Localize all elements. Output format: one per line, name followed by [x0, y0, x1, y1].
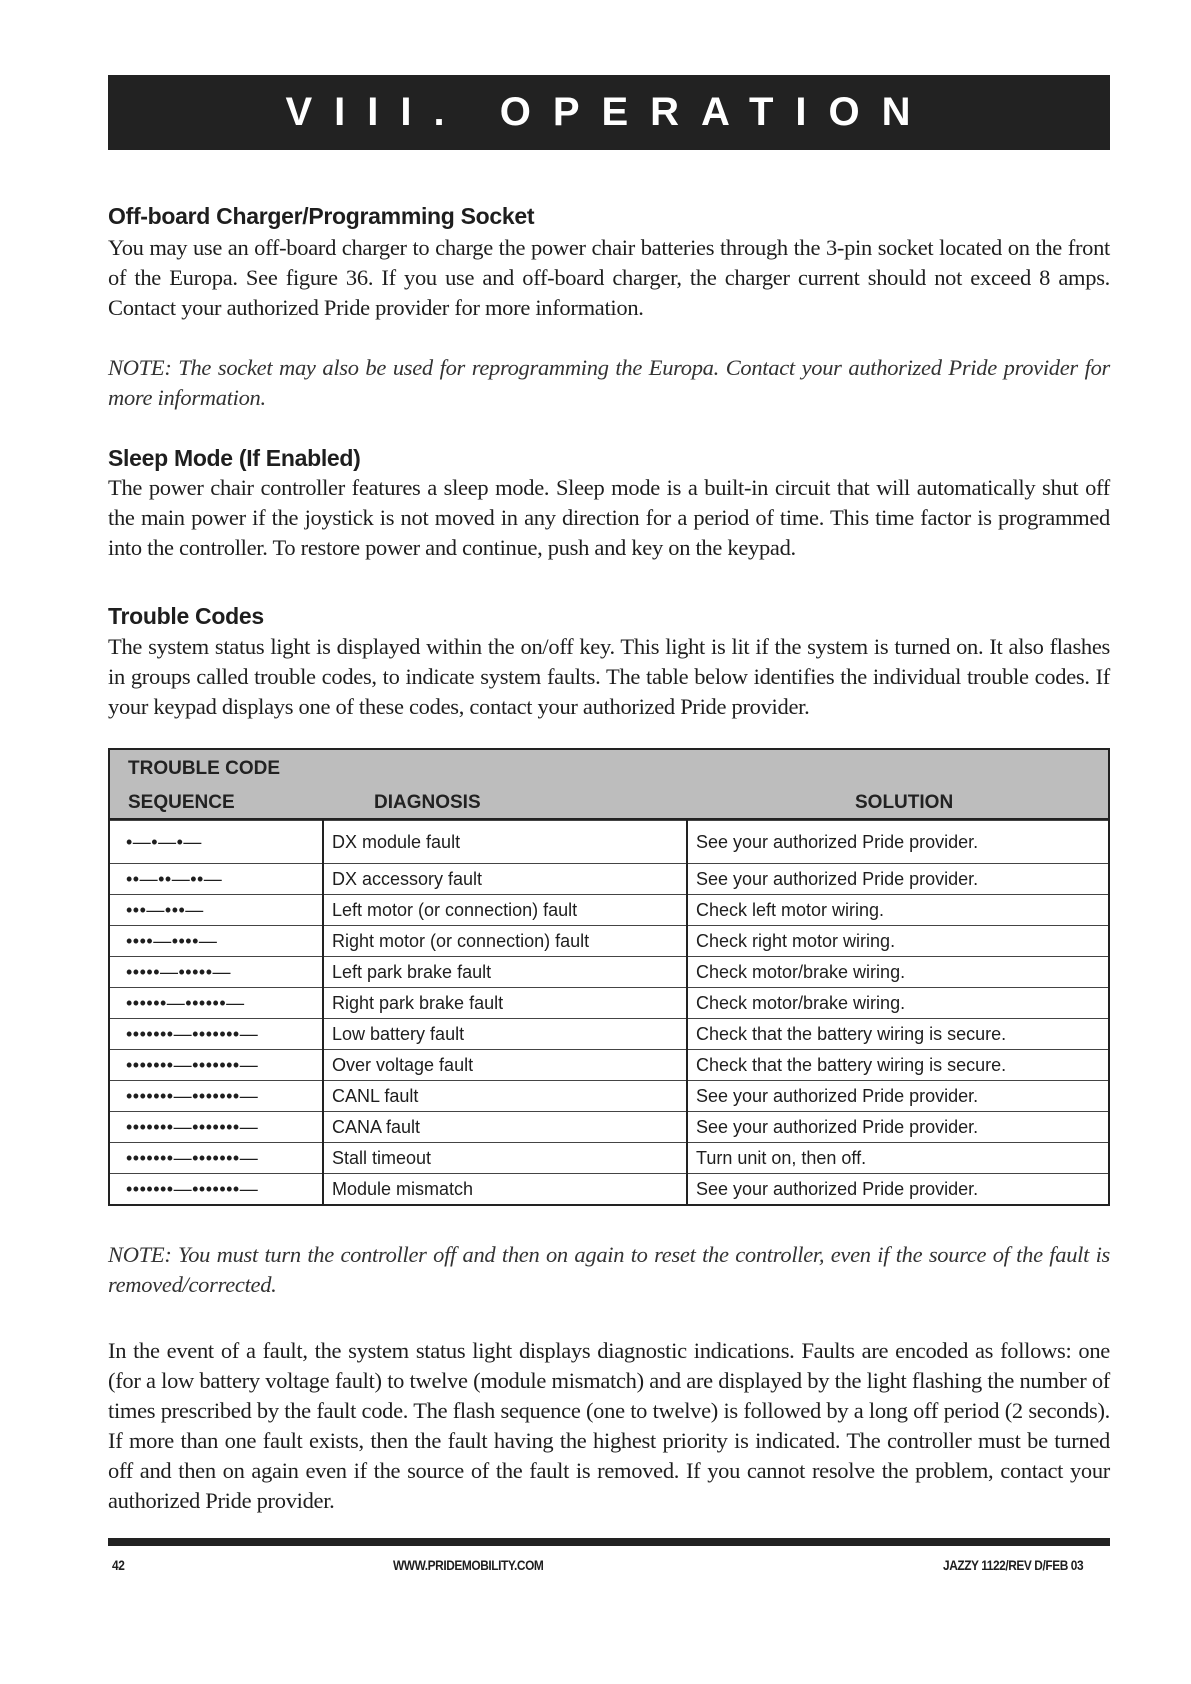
table-row [109, 957, 1109, 988]
diagnosis-cell: DX module fault [323, 821, 687, 864]
solution-cell: Check motor/brake wiring. [687, 957, 1109, 988]
solution-cell: See your authorized Pride provider. [687, 864, 1109, 895]
page-number: 42 [112, 1557, 125, 1573]
sequence-cell: •••••••—•••••••— [109, 1050, 323, 1081]
solution-cell: See your authorized Pride provider. [687, 821, 1109, 864]
charger-heading: Off-board Charger/Programming Socket [108, 203, 535, 229]
table-row [109, 895, 1109, 926]
sequence-cell: ••—••—••— [109, 864, 323, 895]
sleep-heading: Sleep Mode (If Enabled) [108, 445, 361, 471]
sequence-cell: •••••••—•••••••— [109, 1019, 323, 1050]
diagnosis-cell: Right park brake fault [323, 988, 687, 1019]
diagnosis-cell: Stall timeout [323, 1143, 687, 1174]
header-trouble-code: TROUBLE CODE [128, 758, 280, 779]
solution-cell: Check motor/brake wiring. [687, 988, 1109, 1019]
fault-paragraph: In the event of a fault, the system status light displays diagnostic indications. Faults are encoded as follows: one (for a low battery voltage fault) to twelve (module mismatch) and are displayed by the light flashing the number of times prescribed by the fault code. The flash sequence (one to twelve) is followed by a long off period (2 seconds). If more than one fault exists, then the fault having the highest priority is indicated. The controller must be turned off and then on again even if the source of the fault is removed. If you cannot resolve the problem, contact your authorized Pride provider. [108, 1338, 1110, 1513]
diagnosis-cell: Over voltage fault [323, 1050, 687, 1081]
table-row [109, 1174, 1109, 1206]
table-row [109, 1112, 1109, 1143]
solution-cell: See your authorized Pride provider. [687, 1174, 1109, 1206]
trouble-codes-table [108, 748, 1110, 1206]
sequence-cell: •••—•••— [109, 895, 323, 926]
sequence-cell: ••••••—••••••— [109, 988, 323, 1019]
table-row [109, 821, 1109, 864]
diagnosis-cell: DX accessory fault [323, 864, 687, 895]
diagnosis-cell: CANL fault [323, 1081, 687, 1112]
document-id: JAZZY 1122/REV D/FEB 03 [943, 1557, 1084, 1573]
solution-cell: Check that the battery wiring is secure. [687, 1019, 1109, 1050]
diagnosis-cell: CANA fault [323, 1112, 687, 1143]
solution-cell: Turn unit on, then off. [687, 1143, 1109, 1174]
solution-cell: Check right motor wiring. [687, 926, 1109, 957]
section-title: VIII. OPERATION [285, 90, 933, 134]
website-link[interactable]: WWW.PRIDEMOBILITY.COM [393, 1557, 544, 1573]
table-row [109, 1050, 1109, 1081]
solution-cell: Check left motor wiring. [687, 895, 1109, 926]
sequence-cell: ••••—••••— [109, 926, 323, 957]
charger-body: You may use an off-board charger to charge the power chair batteries through the 3-pin socket located on the front of the Europa. See figure 36. If you use and off-board charger, the charger current should not exceed 8 amps. Contact your authorized Pride provider for more information. [108, 235, 1110, 320]
table-row [109, 1143, 1109, 1174]
table-row [109, 1019, 1109, 1050]
section-title-bar [108, 75, 1110, 150]
diagnosis-cell: Low battery fault [323, 1019, 687, 1050]
table-row [109, 926, 1109, 957]
sequence-cell: •••••••—•••••••— [109, 1143, 323, 1174]
diagnosis-cell: Module mismatch [323, 1174, 687, 1206]
header-sequence: SEQUENCE [128, 792, 235, 813]
charger-note: NOTE: The socket may also be used for reprogramming the Europa. Contact your authorized Pride provider for more information. [108, 355, 1110, 410]
table-row [109, 1081, 1109, 1112]
trouble-body: The system status light is displayed within the on/off key. This light is lit if the system is turned on. It also flashes in groups called trouble codes, to indicate system faults. The table below identifies the individual trouble codes. If your keypad displays one of these codes, contact your authorized Pride provider. [108, 634, 1110, 719]
header-solution: SOLUTION [855, 792, 954, 813]
header-diagnosis: DIAGNOSIS [374, 792, 481, 813]
footer-rule [108, 1538, 1110, 1546]
sequence-cell: •—•—•— [109, 821, 323, 864]
trouble-heading: Trouble Codes [108, 603, 264, 629]
table-row [109, 988, 1109, 1019]
reset-note: NOTE: You must turn the controller off and then on again to reset the controller, even if the source of the fault is removed/corrected. [108, 1242, 1110, 1297]
solution-cell: See your authorized Pride provider. [687, 1081, 1109, 1112]
table-row [109, 864, 1109, 895]
table-header [109, 749, 1109, 821]
sequence-cell: •••••••—•••••••— [109, 1112, 323, 1143]
sequence-cell: •••••••—•••••••— [109, 1081, 323, 1112]
solution-cell: See your authorized Pride provider. [687, 1112, 1109, 1143]
diagnosis-cell: Left park brake fault [323, 957, 687, 988]
sleep-body: The power chair controller features a sleep mode. Sleep mode is a built-in circuit that will automatically shut off the main power if the joystick is not moved in any direction for a period of time. This time factor is programmed into the controller. To restore power and continue, push and key on the keypad. [108, 475, 1110, 560]
solution-cell: Check that the battery wiring is secure. [687, 1050, 1109, 1081]
sequence-cell: •••••••—•••••••— [109, 1174, 323, 1206]
sequence-cell: •••••—•••••— [109, 957, 323, 988]
diagnosis-cell: Right motor (or connection) fault [323, 926, 687, 957]
diagnosis-cell: Left motor (or connection) fault [323, 895, 687, 926]
